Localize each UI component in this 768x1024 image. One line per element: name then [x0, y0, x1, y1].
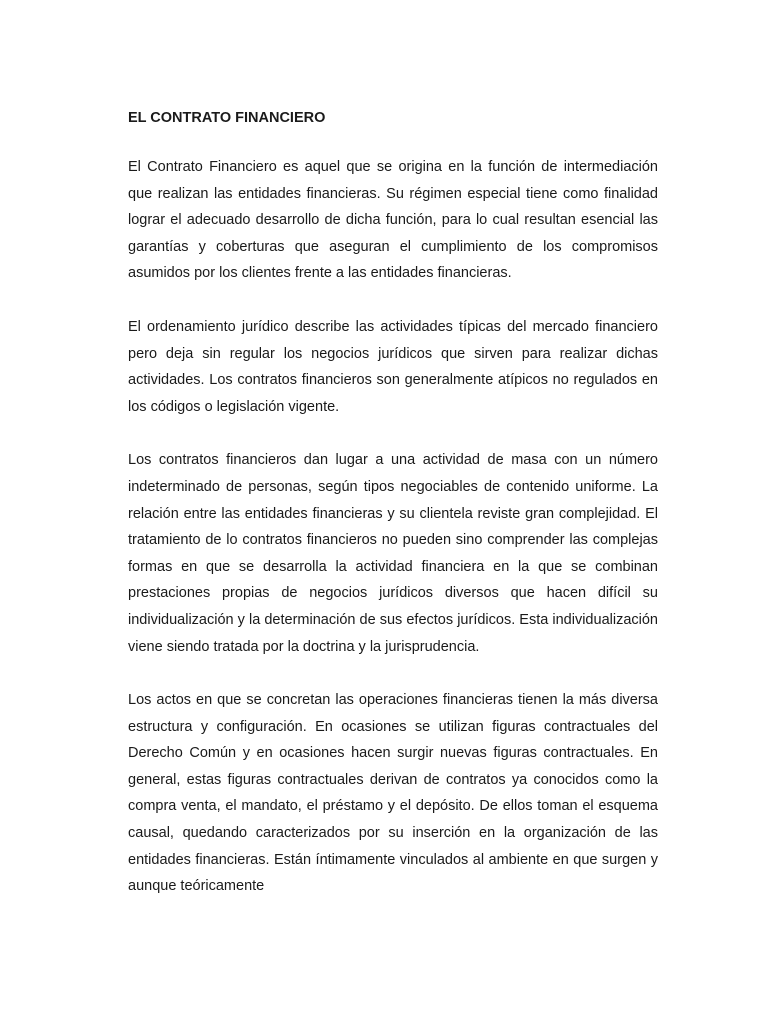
- paragraph-legal-framework: El ordenamiento jurídico describe las actividades típicas del mercado financiero pero deja sin regular los negocios jurídicos que sirven para realizar dichas actividades. Los contratos financieros son generalmente atípicos no regulados en los códigos o legislación vigente.: [128, 318, 658, 415]
- paragraph-mass-activity: Los contratos financieros dan lugar a una actividad de masa con un número indeterminado de personas, según tipos negociables de contenido uniforme. La relación entre las entidades financieras y su clientela reviste gran complejidad. El tratamiento de lo contratos financieros no pueden sino comprender las complejas formas en que se desarrolla la actividad financiera en la que se combinan prestaciones propias de negocios jurídicos diversos que hacen difícil su individualización y la determinación de sus efectos jurídicos. Esta individualización viene siendo tratada por la doctrina y la jurisprudencia.: [128, 452, 658, 655]
- document-body: [128, 108, 658, 900]
- paragraph-definition: El Contrato Financiero es aquel que se origina en la función de intermediación que realizan las entidades financieras. Su régimen especial tiene como finalidad lograr el adecuado desarrollo de dicha función, para lo cual resultan esencial las garantías y coberturas que aseguran el cumplimiento de los compromisos asumidos por los clientes frente a las entidades financieras.: [128, 159, 658, 282]
- document-title: EL CONTRATO FINANCIERO: [128, 110, 326, 126]
- paragraph-operations: Los actos en que se concretan las operaciones financieras tienen la más diversa estructura y configuración. En ocasiones se utilizan figuras contractuales del Derecho Común y en ocasiones hacen surgir nuevas figuras contractuales. En general, estas figuras contractuales derivan de contratos ya conocidos como la compra venta, el mandato, el préstamo y el depósito. De ellos toman el esquema causal, quedando caracterizados por su inserción en la organización de las entidades financieras. Están íntimamente vinculados al ambiente en que surgen y aunque teóricamente: [128, 692, 658, 895]
